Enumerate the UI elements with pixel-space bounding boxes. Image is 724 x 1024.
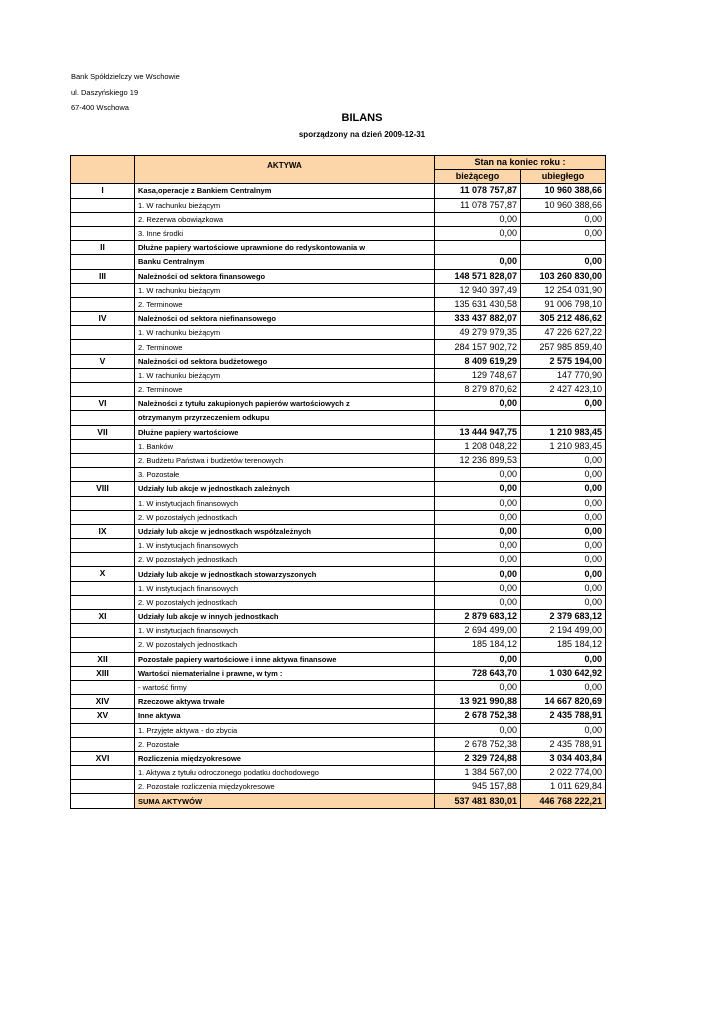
table-row [71,510,606,524]
row-value-previous: 0,00 [521,723,606,737]
row-value-current: 0,00 [435,723,521,737]
header-aktywa: AKTYWA [135,156,435,184]
row-number: XII [71,652,135,666]
table-row [71,312,606,326]
row-value-current: 135 631 430,58 [435,297,521,311]
table-row [71,553,606,567]
row-label: 1. Banków [135,439,435,453]
row-value-current: 8 409 619,29 [435,354,521,368]
table-row [71,524,606,538]
row-value-previous: 0,00 [521,212,606,226]
row-label: Pozostałe papiery wartościowe i inne aktywa finansowe [135,652,435,666]
table-row [71,468,606,482]
row-label: 3. Pozostałe [135,468,435,482]
row-value-previous: 0,00 [521,524,606,538]
row-value-current: 2 329 724,88 [435,751,521,765]
row-value-current [435,411,521,425]
table-row [71,212,606,226]
row-value-current: 0,00 [435,255,521,269]
row-value-current: 2 694 499,00 [435,624,521,638]
row-number [71,780,135,794]
table-row [71,780,606,794]
table-row [71,184,606,198]
row-value-previous: 12 254 031,90 [521,283,606,297]
table-row [71,453,606,467]
row-label: Inne aktywa [135,709,435,723]
row-label: 2. Pozostałe [135,737,435,751]
row-number [71,411,135,425]
row-number: VII [71,425,135,439]
total-previous: 446 768 222,21 [521,794,606,808]
row-value-current: 0,00 [435,553,521,567]
table-row [71,198,606,212]
row-label: 1. W instytucjach finansowych [135,581,435,595]
row-label: Udziały lub akcje w jednostkach współzależnych [135,524,435,538]
row-label: 1. W rachunku bieżącym [135,326,435,340]
row-value-current: 0,00 [435,510,521,524]
row-number [71,212,135,226]
table-row [71,680,606,694]
row-label: 1. W instytucjach finansowych [135,624,435,638]
total-row [71,794,606,808]
row-number: III [71,269,135,283]
row-number [71,737,135,751]
total-current: 537 481 830,01 [435,794,521,808]
table-row [71,666,606,680]
table-row [71,340,606,354]
row-value-previous: 0,00 [521,581,606,595]
row-label: 2. Rezerwa obowiązkowa [135,212,435,226]
row-value-previous: 0,00 [521,226,606,240]
row-label: 2. W pozostałych jednostkach [135,510,435,524]
row-value-current: 945 157,88 [435,780,521,794]
row-number: IX [71,524,135,538]
row-value-previous: 0,00 [521,680,606,694]
table-row [71,354,606,368]
row-value-current: 0,00 [435,468,521,482]
table-row [71,581,606,595]
table-row [71,766,606,780]
row-value-previous: 2 022 774,00 [521,766,606,780]
row-value-current: 13 444 947,75 [435,425,521,439]
row-value-previous: 0,00 [521,595,606,609]
row-label: Należności od sektora budżetowego [135,354,435,368]
row-number [71,453,135,467]
row-value-previous: 2 435 788,91 [521,737,606,751]
row-number: VI [71,397,135,411]
row-label: 1. Aktywa z tytułu odroczonego podatku dochodowego [135,766,435,780]
row-value-previous: 2 427 423,10 [521,383,606,397]
row-number: XI [71,610,135,624]
row-label: 2. W pozostałych jednostkach [135,553,435,567]
row-label: Należności od sektora finansowego [135,269,435,283]
table-row [71,709,606,723]
row-label: - wartość firmy [135,680,435,694]
row-number: II [71,241,135,255]
table-row [71,539,606,553]
row-number [71,439,135,453]
row-number: V [71,354,135,368]
row-value-current: 2 678 752,38 [435,737,521,751]
row-number [71,638,135,652]
row-value-previous: 2 379 683,12 [521,610,606,624]
row-label: 2. Terminowe [135,383,435,397]
table-row [71,255,606,269]
row-label: 1. W rachunku bieżącym [135,283,435,297]
row-value-previous: 0,00 [521,510,606,524]
row-label: 1. W rachunku bieżącym [135,368,435,382]
row-value-previous: 0,00 [521,567,606,581]
row-value-previous: 0,00 [521,539,606,553]
row-value-previous: 0,00 [521,652,606,666]
row-value-current: 0,00 [435,581,521,595]
row-value-current [435,241,521,255]
row-label: Wartości niematerialne i prawne, w tym : [135,666,435,680]
row-number: VIII [71,482,135,496]
row-value-previous: 47 226 627,22 [521,326,606,340]
row-value-previous: 1 030 642,92 [521,666,606,680]
table-row [71,368,606,382]
row-number: XVI [71,751,135,765]
table-row [71,737,606,751]
row-label: 2. W pozostałych jednostkach [135,638,435,652]
row-value-current: 0,00 [435,397,521,411]
row-value-previous: 147 770,90 [521,368,606,382]
row-value-previous: 0,00 [521,482,606,496]
row-value-current: 12 940 397,49 [435,283,521,297]
table-row [71,241,606,255]
row-label: Dłużne papiery wartościowe [135,425,435,439]
row-value-previous: 3 034 403,84 [521,751,606,765]
table-row [71,269,606,283]
table-row [71,397,606,411]
row-value-current: 333 437 882,07 [435,312,521,326]
table-row [71,226,606,240]
row-label: Rzeczowe aktywa trwałe [135,695,435,709]
table-row [71,723,606,737]
row-value-previous: 2 435 788,91 [521,709,606,723]
row-number [71,723,135,737]
row-value-current: 13 921 990,88 [435,695,521,709]
row-number [71,368,135,382]
row-value-current: 129 748,67 [435,368,521,382]
row-label: Udziały lub akcje w innych jednostkach [135,610,435,624]
row-value-current: 12 236 899,53 [435,453,521,467]
row-label: 1. W rachunku bieżącym [135,198,435,212]
row-value-current: 0,00 [435,680,521,694]
document-title: BILANS [341,112,383,124]
row-value-previous: 103 260 830,00 [521,269,606,283]
row-value-current: 0,00 [435,226,521,240]
row-number [71,255,135,269]
row-value-previous [521,411,606,425]
row-label: Należności od sektora niefinansowego [135,312,435,326]
row-number [71,680,135,694]
row-value-current: 2 879 683,12 [435,610,521,624]
row-number: XIII [71,666,135,680]
table-row [71,411,606,425]
row-value-current: 0,00 [435,652,521,666]
row-number: XV [71,709,135,723]
row-value-current: 2 678 752,38 [435,709,521,723]
row-label: otrzymanym przyrzeczeniem odkupu [135,411,435,425]
row-label: Należności z tytułu zakupionych papierów wartościowych z [135,397,435,411]
row-value-previous: 305 212 486,62 [521,312,606,326]
header-ubieglego: ubiegłego [521,170,606,184]
row-number [71,383,135,397]
table-row [71,624,606,638]
bank-name: Bank Spółdzielczy we Wschowie [71,72,180,81]
balance-sheet-table [70,155,606,809]
header-stan: Stan na koniec roku : [435,156,606,170]
row-label: 3. Inne środki [135,226,435,240]
table-row [71,751,606,765]
row-value-previous: 0,00 [521,453,606,467]
table-row [71,595,606,609]
row-label: 1. W instytucjach finansowych [135,539,435,553]
row-value-previous: 257 985 859,40 [521,340,606,354]
row-value-previous [521,241,606,255]
row-value-previous: 91 006 798,10 [521,297,606,311]
row-value-current: 11 078 757,87 [435,184,521,198]
row-value-previous: 14 667 820,69 [521,695,606,709]
row-label: Rozliczenia międzyokresowe [135,751,435,765]
row-value-current: 0,00 [435,212,521,226]
table-row [71,610,606,624]
row-value-previous: 0,00 [521,468,606,482]
row-number: IV [71,312,135,326]
table-row [71,283,606,297]
row-number [71,496,135,510]
row-value-current: 284 157 902,72 [435,340,521,354]
row-label: 2. Terminowe [135,297,435,311]
row-number: I [71,184,135,198]
table-row [71,496,606,510]
row-value-previous: 1 011 629,84 [521,780,606,794]
row-value-current: 11 078 757,87 [435,198,521,212]
row-value-current: 728 643,70 [435,666,521,680]
row-number [71,766,135,780]
row-label: Udziały lub akcje w jednostkach zależnych [135,482,435,496]
table-row [71,439,606,453]
row-number [71,468,135,482]
row-value-current: 148 571 828,07 [435,269,521,283]
row-value-current: 1 384 567,00 [435,766,521,780]
row-number [71,581,135,595]
total-label: SUMA AKTYWÓW [135,794,435,808]
row-label: 1. W instytucjach finansowych [135,496,435,510]
row-value-current: 0,00 [435,482,521,496]
table-row [71,326,606,340]
row-number: X [71,567,135,581]
header-number-cell [71,156,135,184]
row-label: Dłużne papiery wartościowe uprawnione do redyskontowania w [135,241,435,255]
row-value-previous: 2 194 499,00 [521,624,606,638]
table-row [71,383,606,397]
row-value-current: 0,00 [435,524,521,538]
row-value-previous: 0,00 [521,255,606,269]
table-row [71,425,606,439]
row-number [71,539,135,553]
bank-street: ul. Daszyńskiego 19 [71,88,139,97]
document-subtitle: sporządzony na dzień 2009-12-31 [298,130,426,139]
row-value-current: 1 208 048,22 [435,439,521,453]
header-biezacego: bieżącego [435,170,521,184]
total-number-cell [71,794,135,808]
row-value-previous: 10 960 388,66 [521,198,606,212]
row-number [71,553,135,567]
row-number: XIV [71,695,135,709]
row-label: 2. W pozostałych jednostkach [135,595,435,609]
row-number [71,226,135,240]
row-value-previous: 1 210 983,45 [521,439,606,453]
table-row [71,652,606,666]
row-value-current: 0,00 [435,496,521,510]
row-label: 2. Terminowe [135,340,435,354]
row-label: 2. Budżetu Państwa i budżetów terenowych [135,453,435,467]
row-value-previous: 0,00 [521,553,606,567]
row-value-previous: 185 184,12 [521,638,606,652]
table-body [71,184,606,794]
table-row [71,638,606,652]
row-label: 1. Przyjęte aktywa - do zbycia [135,723,435,737]
row-number [71,283,135,297]
row-number [71,595,135,609]
row-number [71,510,135,524]
row-value-current: 185 184,12 [435,638,521,652]
row-number [71,297,135,311]
row-label: Banku Centralnym [135,255,435,269]
row-value-previous: 0,00 [521,496,606,510]
row-value-previous: 1 210 983,45 [521,425,606,439]
table-row [71,482,606,496]
row-value-previous: 2 575 194,00 [521,354,606,368]
row-value-current: 49 279 979,35 [435,326,521,340]
row-value-current: 8 279 870,62 [435,383,521,397]
row-number [71,624,135,638]
row-label: Kasa,operacje z Bankiem Centralnym [135,184,435,198]
row-value-current: 0,00 [435,567,521,581]
table-row [71,297,606,311]
row-label: Udziały lub akcje w jednostkach stowarzyszonych [135,567,435,581]
row-value-current: 0,00 [435,595,521,609]
row-label: 2. Pozostałe rozliczenia międzyokresowe [135,780,435,794]
table-row [71,695,606,709]
row-number [71,340,135,354]
row-value-current: 0,00 [435,539,521,553]
table-row [71,567,606,581]
row-number [71,326,135,340]
row-number [71,198,135,212]
row-value-previous: 10 960 388,66 [521,184,606,198]
row-value-previous: 0,00 [521,397,606,411]
bank-city: 67-400 Wschowa [71,103,129,112]
